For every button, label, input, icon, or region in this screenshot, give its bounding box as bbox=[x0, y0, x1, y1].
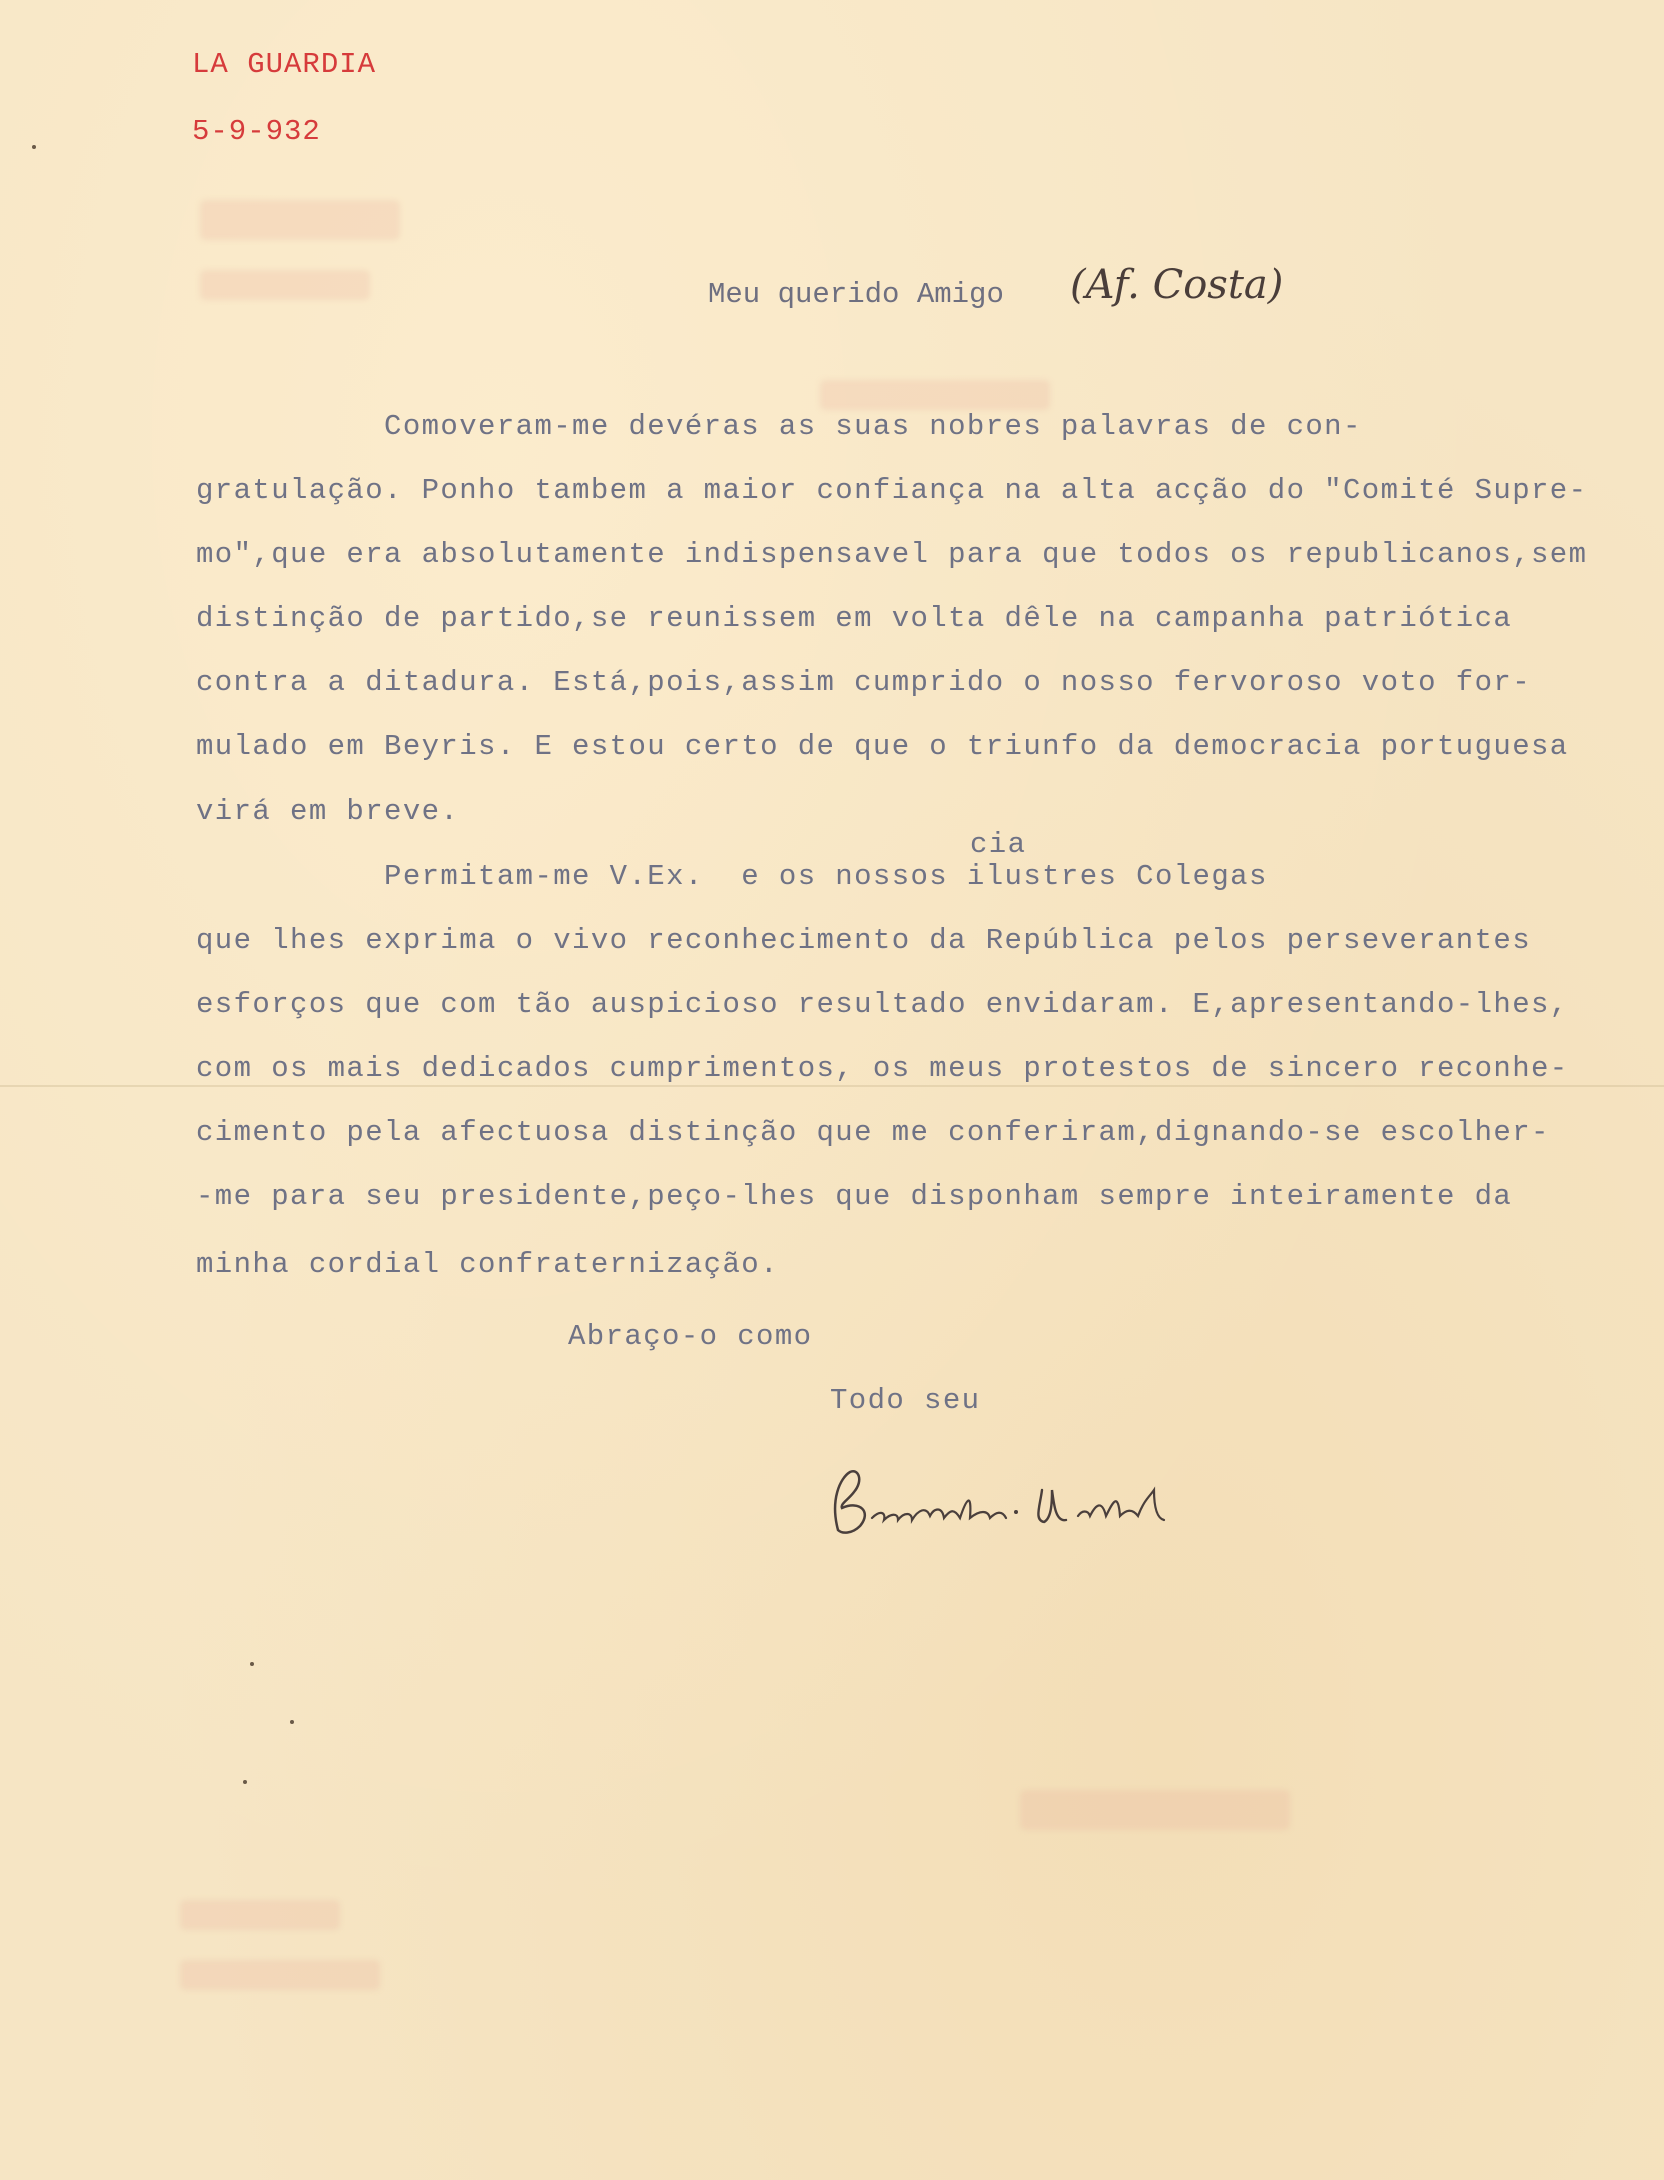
closing-line: Todo seu bbox=[830, 1384, 981, 1417]
body-line: que lhes exprima o vivo reconhecimento da República pelos perseverantes bbox=[196, 924, 1532, 957]
superscript-cia: cia bbox=[970, 828, 1027, 861]
salutation: Meu querido Amigo bbox=[708, 278, 1004, 311]
body-line: distinção de partido,se reunissem em volta dêle na campanha patriótica bbox=[196, 602, 1513, 635]
paper-speck bbox=[290, 1720, 294, 1724]
place-stamp: LA GUARDIA bbox=[192, 48, 377, 81]
body-line: com os mais dedicados cumprimentos, os meus protestos de sincero reconhe- bbox=[196, 1052, 1569, 1085]
offset-ghost-mark bbox=[180, 1900, 340, 1930]
offset-ghost-mark bbox=[820, 380, 1050, 410]
body-line: cimento pela afectuosa distinção que me conferiram,dignando-se escolher- bbox=[196, 1116, 1550, 1149]
body-line: virá em breve. bbox=[196, 795, 460, 828]
body-line: esforços que com tão auspicioso resultado envidaram. E,apresentando-lhes, bbox=[196, 988, 1569, 1021]
date-stamp: 5-9-932 bbox=[192, 115, 321, 148]
body-line: Comoveram-me devéras as suas nobres palavras de con- bbox=[196, 410, 1362, 443]
body-line: mo",que era absolutamente indispensavel para que todos os republicanos,sem bbox=[196, 538, 1588, 571]
handwritten-note: (Af. Costa) bbox=[1070, 262, 1284, 308]
paper-fold bbox=[0, 1085, 1664, 1087]
offset-ghost-mark bbox=[200, 270, 370, 300]
body-line: minha cordial confraternização. bbox=[196, 1248, 779, 1281]
body-line: mulado em Beyris. E estou certo de que o triunfo da democracia portuguesa bbox=[196, 730, 1569, 763]
offset-ghost-mark bbox=[200, 200, 400, 240]
offset-ghost-mark bbox=[180, 1960, 380, 1990]
paper-speck bbox=[32, 145, 36, 149]
body-line: -me para seu presidente,peço-lhes que disponham sempre inteiramente da bbox=[196, 1180, 1513, 1213]
closing-line: Abraço-o como bbox=[568, 1320, 813, 1353]
body-line: Permitam-me V.Ex. e os nossos ilustres Colegas bbox=[196, 860, 1268, 893]
body-line: gratulação. Ponho tambem a maior confiança na alta acção do "Comité Supre- bbox=[196, 474, 1588, 507]
body-line: contra a ditadura. Está,pois,assim cumprido o nosso fervoroso voto for- bbox=[196, 666, 1532, 699]
handwritten-signature bbox=[820, 1460, 1240, 1550]
paper-speck bbox=[243, 1780, 247, 1784]
offset-ghost-mark bbox=[1020, 1790, 1290, 1830]
paper-speck bbox=[250, 1662, 254, 1666]
